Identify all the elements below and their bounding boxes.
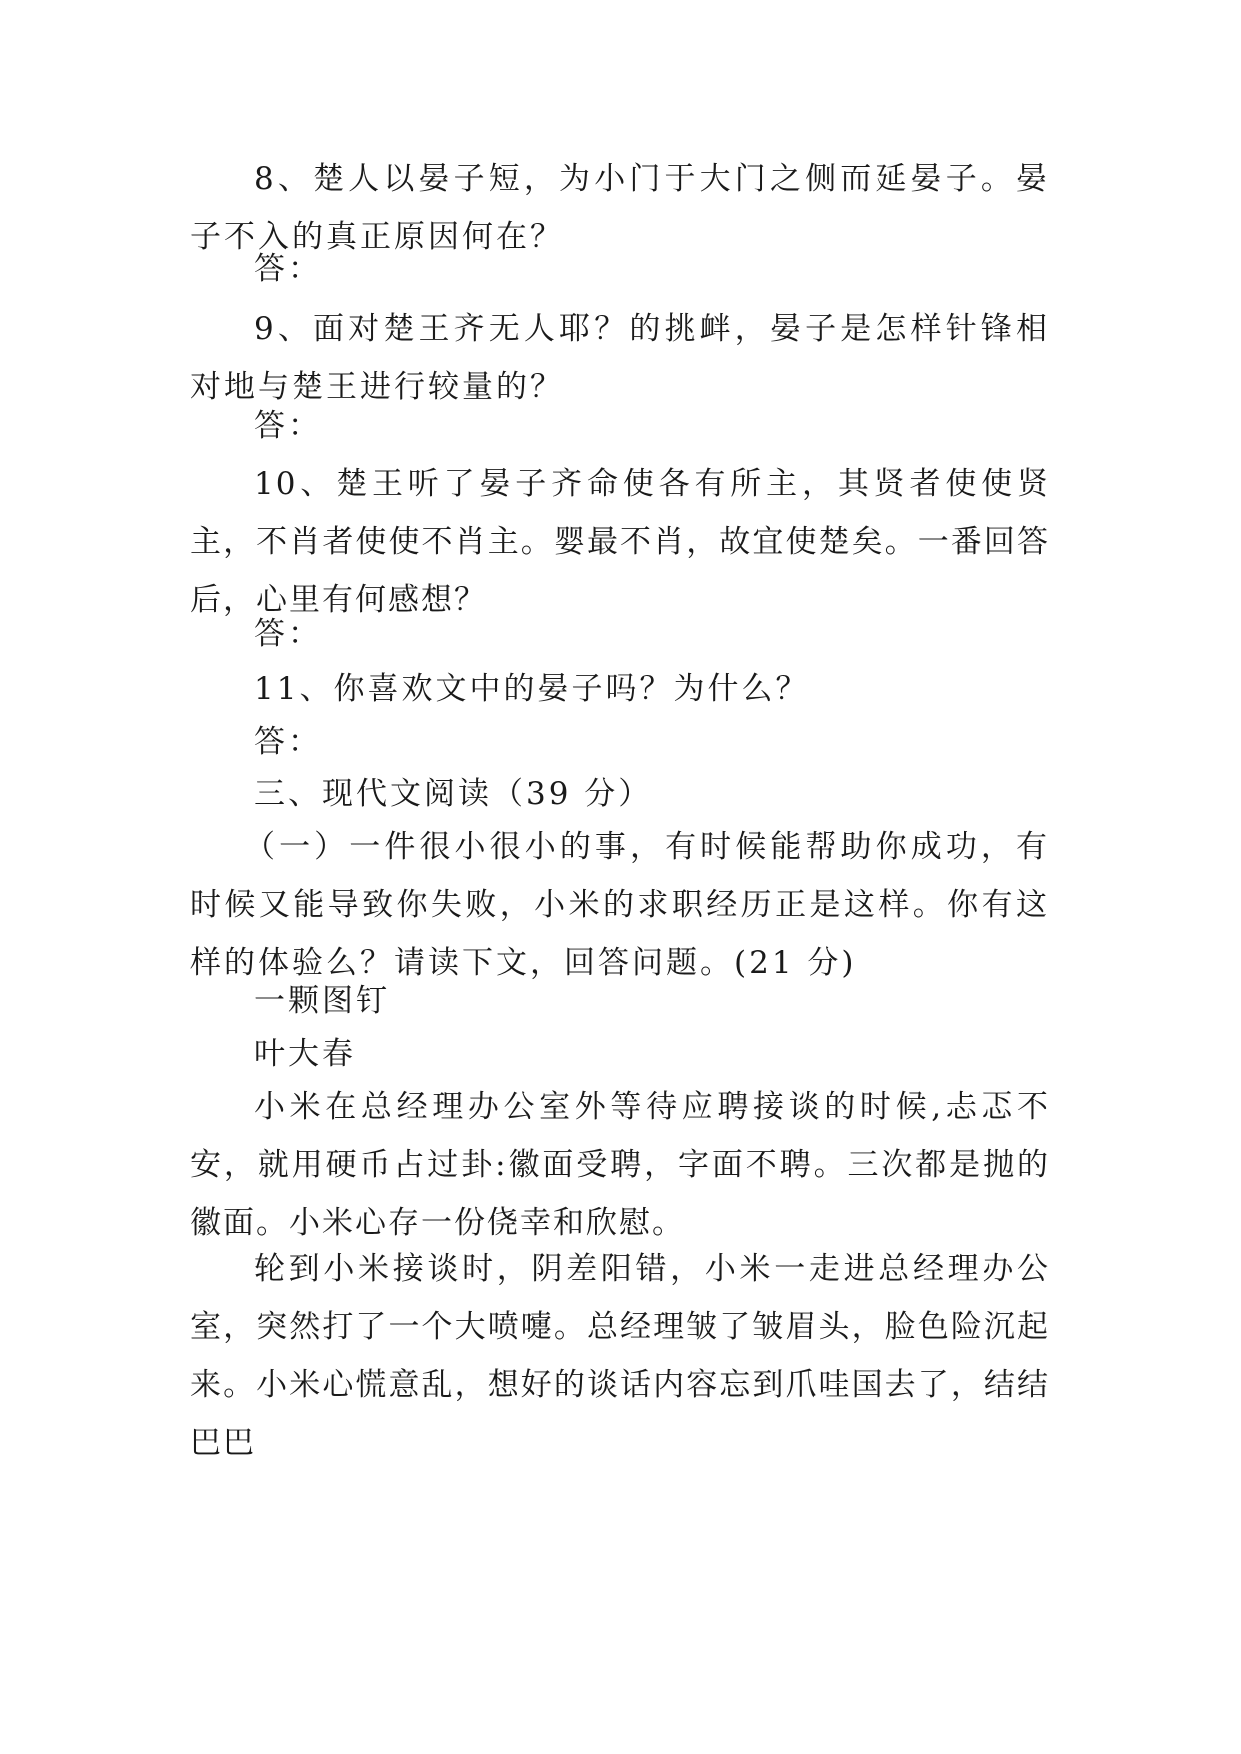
answer-10: 答： <box>254 616 322 652</box>
question-8: 8、楚人以晏子短，为小门于大门之侧而延晏子。晏子不入的真正原因何在？ <box>190 161 1050 255</box>
question-10: 10、楚王听了晏子齐命使各有所主，其贤者使使贤主，不肖者使使不肖主。婴最不肖，故宜使楚矣。一番回答后，心里有何感想？ <box>190 466 1050 618</box>
question-9: 9、面对楚王齐无人耶？的挑衅，晏子是怎样针锋相对地与楚王进行较量的？ <box>190 311 1050 405</box>
answer-9: 答： <box>254 408 322 444</box>
story-paragraph: 小米在总经理办公室外等待应聘接谈的时候,忐忑不安，就用硬币占过卦:徽面受聘，字面不聘。三次都是抛的徽面。小米心存一份侥幸和欣慰。 <box>190 1089 1050 1241</box>
reading-intro: （一）一件很小很小的事，有时候能帮助你成功，有时候又能导致你失败，小米的求职经历正是这样。你有这样的体验么？请读下文，回答问题。(21 分) <box>190 829 1050 981</box>
answer-8: 答： <box>254 251 322 287</box>
story-paragraph: 轮到小米接谈时，阴差阳错，小米一走进总经理办公室，突然打了一个大喷嚏。总经理皱了皱眉头，脸色险沉起来。小米心慌意乱，想好的谈话内容忘到爪哇国去了，结结巴巴 <box>190 1251 1050 1461</box>
answer-11: 答： <box>254 724 322 760</box>
question-11: 11、你喜欢文中的晏子吗？为什么？ <box>254 671 810 707</box>
story-title: 一颗图钉 <box>254 983 390 1019</box>
story-author: 叶大春 <box>254 1036 356 1072</box>
section-heading: 三、现代文阅读（39 分） <box>254 776 653 812</box>
